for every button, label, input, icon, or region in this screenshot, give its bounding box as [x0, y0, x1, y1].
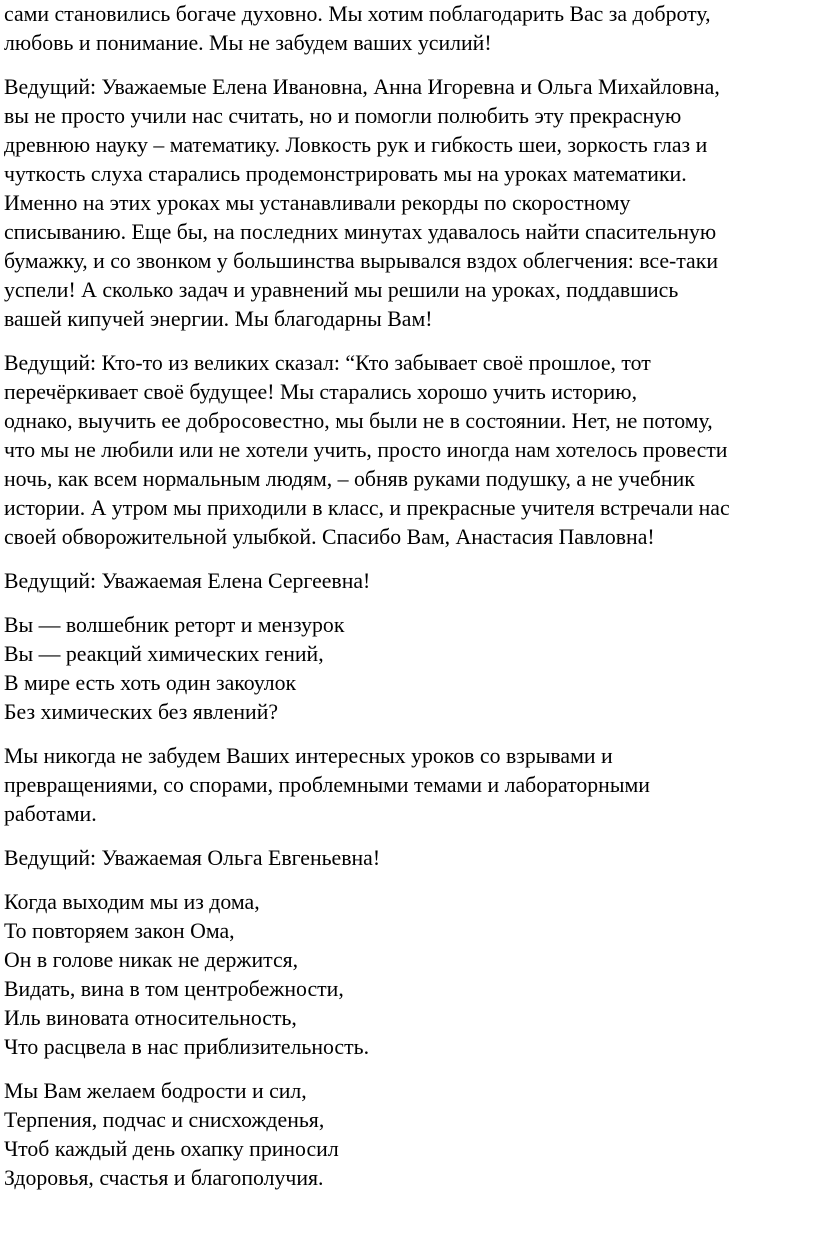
- text-line: своей обворожительной улыбкой. Спасибо Вам, Анастасия Павловна!: [4, 525, 655, 549]
- poem-line: Терпения, подчас и снисхожденья,: [4, 1108, 325, 1132]
- text-line: Ведущий: Уважаемая Ольга Евгеньевна!: [4, 846, 381, 870]
- text-line: чуткость слуха старались продемонстрировать мы на уроках математики.: [4, 162, 687, 186]
- text-line: вашей кипучей энергии. Мы благодарны Вам!: [4, 307, 433, 331]
- text-line: Именно на этих уроках мы устанавливали рекорды по скоростному: [4, 191, 631, 215]
- text-line: Ведущий: Кто-то из великих сказал: “Кто забывает своё прошлое, тот: [4, 351, 651, 375]
- poem-line: Видать, вина в том центробежности,: [4, 977, 344, 1001]
- poem-line: Он в голове никак не держится,: [4, 948, 299, 972]
- poem-line: Что расцвела в нас приблизительность.: [4, 1035, 370, 1059]
- paragraph-history-teacher: [4, 349, 812, 552]
- text-line: однако, выучить ее добросовестно, мы были не в состоянии. Нет, не потому,: [4, 409, 713, 433]
- paragraph-chemistry-address: [4, 567, 812, 596]
- text-line: Мы никогда не забудем Ваших интересных уроков со взрывами и: [4, 744, 613, 768]
- paragraph-physics-address: [4, 844, 812, 873]
- text-line: бумажку, и со звонком у большинства вырывался вздох облегчения: все-таки: [4, 249, 718, 273]
- poem-line: Иль виновата относительность,: [4, 1006, 297, 1030]
- text-line: работами.: [4, 802, 97, 826]
- text-line: Ведущий: Уважаемая Елена Сергеевна!: [4, 569, 371, 593]
- text-line: превращениями, со спорами, проблемными темами и лабораторными: [4, 773, 650, 797]
- text-line: истории. А утром мы приходили в класс, и прекрасные учителя встречали нас: [4, 496, 730, 520]
- poem-line: Когда выходим мы из дома,: [4, 890, 260, 914]
- paragraph-gratitude-closing: [4, 0, 812, 58]
- poem-line: То повторяем закон Ома,: [4, 919, 235, 943]
- poem-physics: [4, 888, 812, 1062]
- poem-line: Без химических без явлений?: [4, 700, 279, 724]
- paragraph-chemistry-thanks: [4, 742, 812, 829]
- poem-line: Вы — волшебник реторт и мензурок: [4, 613, 345, 637]
- poem-chemistry: [4, 611, 812, 727]
- text-line: что мы не любили или не хотели учить, просто иногда нам хотелось провести: [4, 438, 728, 462]
- poem-line: Здоровья, счастья и благополучия.: [4, 1166, 324, 1190]
- poem-line: Вы — реакций химических гений,: [4, 642, 324, 666]
- poem-line: В мире есть хоть один закоулок: [4, 671, 297, 695]
- text-line: сами становились богаче духовно. Мы хотим поблагодарить Вас за доброту,: [4, 2, 711, 26]
- text-line: древнюю науку – математику. Ловкость рук и гибкость шеи, зоркость глаз и: [4, 133, 708, 157]
- poem-wishes: [4, 1077, 812, 1193]
- text-line: любовь и понимание. Мы не забудем ваших усилий!: [4, 31, 492, 55]
- text-line: успели! А сколько задач и уравнений мы решили на уроках, поддавшись: [4, 278, 679, 302]
- text-line: списыванию. Еще бы, на последних минутах удавалось найти спасительную: [4, 220, 717, 244]
- poem-line: Чтоб каждый день охапку приносил: [4, 1137, 339, 1161]
- text-line: вы не просто учили нас считать, но и помогли полюбить эту прекрасную: [4, 104, 682, 128]
- text-line: ночь, как всем нормальным людям, – обняв руками подушку, а не учебник: [4, 467, 695, 491]
- paragraph-math-teachers: [4, 73, 812, 334]
- text-line: Ведущий: Уважаемые Елена Ивановна, Анна Игоревна и Ольга Михайловна,: [4, 75, 720, 99]
- document-page: [4, 0, 812, 1208]
- text-line: перечёркивает своё будущее! Мы старались хорошо учить историю,: [4, 380, 638, 404]
- poem-line: Мы Вам желаем бодрости и сил,: [4, 1079, 307, 1103]
